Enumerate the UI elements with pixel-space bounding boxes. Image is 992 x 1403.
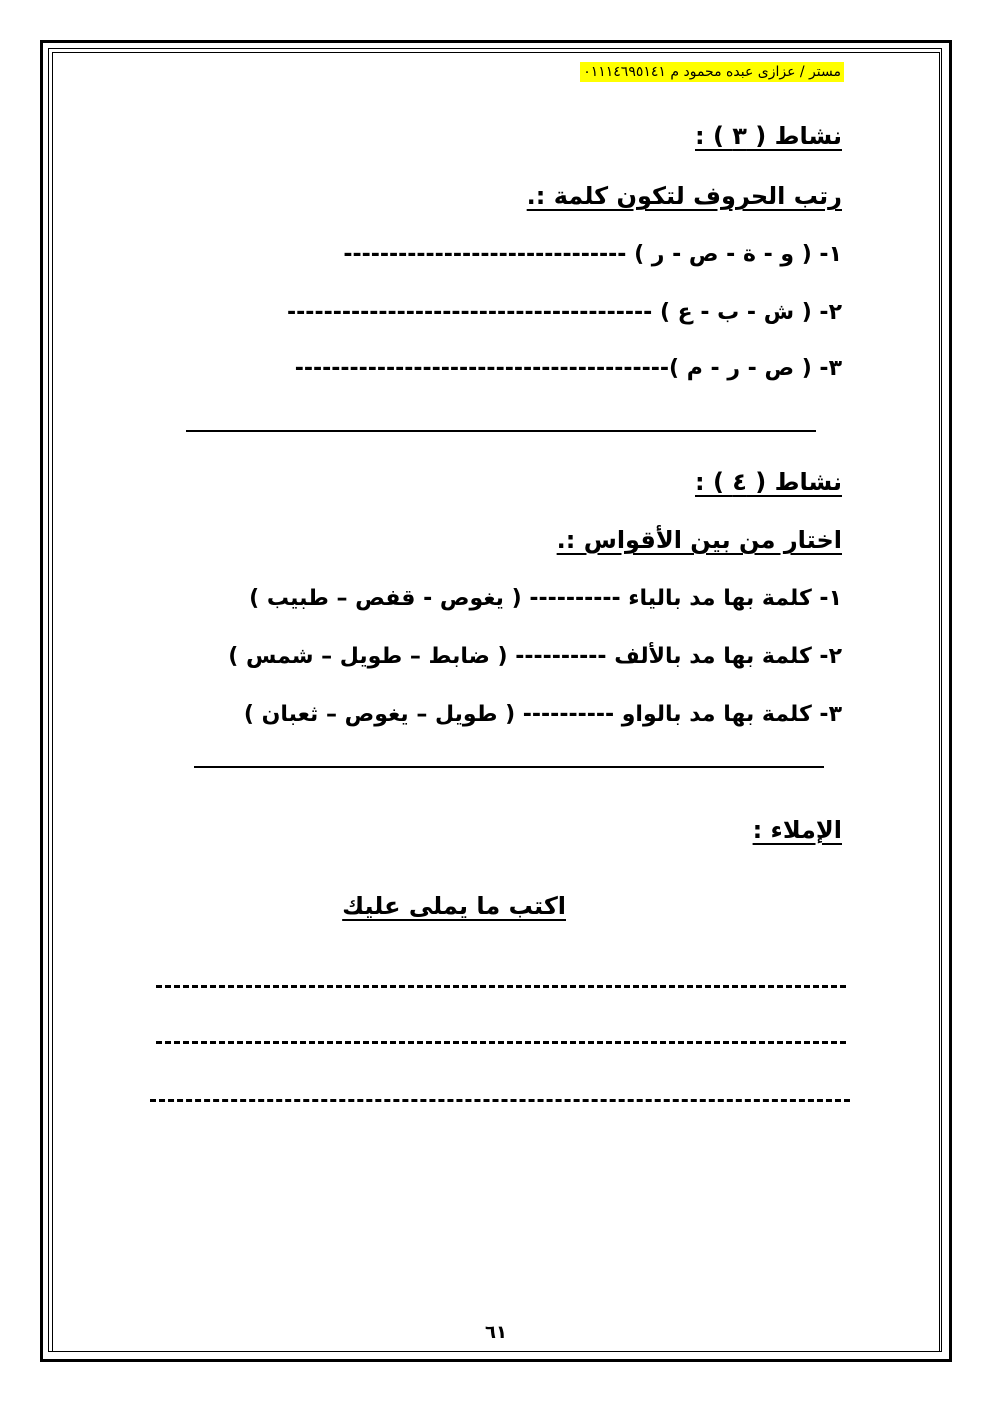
page-number: ٦١ <box>485 1322 507 1343</box>
section-divider-1 <box>186 430 816 432</box>
activity3-title: نشاط ( ٣ ) : <box>695 122 842 150</box>
activity3-instruction: رتب الحروف لتكون كلمة :. <box>526 182 842 210</box>
writing-line-1 <box>156 985 846 988</box>
activity3-item-2: ٢- ( ش - ب - ع ) ---------------------------------------- <box>287 300 842 325</box>
writing-line-2 <box>156 1041 846 1044</box>
activity4-title: نشاط ( ٤ ) : <box>695 468 842 496</box>
dictation-instruction: اكتب ما يملى عليك <box>342 892 566 920</box>
activity3-item-1: ١- ( و - ة - ص - ر ) ------------------------------- <box>343 242 842 267</box>
activity4-instruction: اختار من بين الأقواس :. <box>556 526 842 554</box>
activity4-item-3: ٣- كلمة بها مد بالواو ---------- ( طويل – يغوص – ثعبان ) <box>243 702 842 727</box>
author-header: مستر / عزازى عبده محمود م ٠١١١٤٦٩٥١٤١ <box>580 62 844 82</box>
dictation-title: الإملاء : <box>752 816 842 844</box>
activity3-item-3: ٣- ( ص - ر - م )----------------------------------------- <box>294 356 842 381</box>
activity4-item-1: ١- كلمة بها مد بالياء ---------- ( يغوص - قفص – طبيب ) <box>249 586 842 611</box>
activity4-item-2: ٢- كلمة بها مد بالألف ---------- ( ضابط – طويل – شمس ) <box>228 644 842 669</box>
section-divider-2 <box>194 766 824 768</box>
writing-line-3 <box>150 1099 850 1102</box>
